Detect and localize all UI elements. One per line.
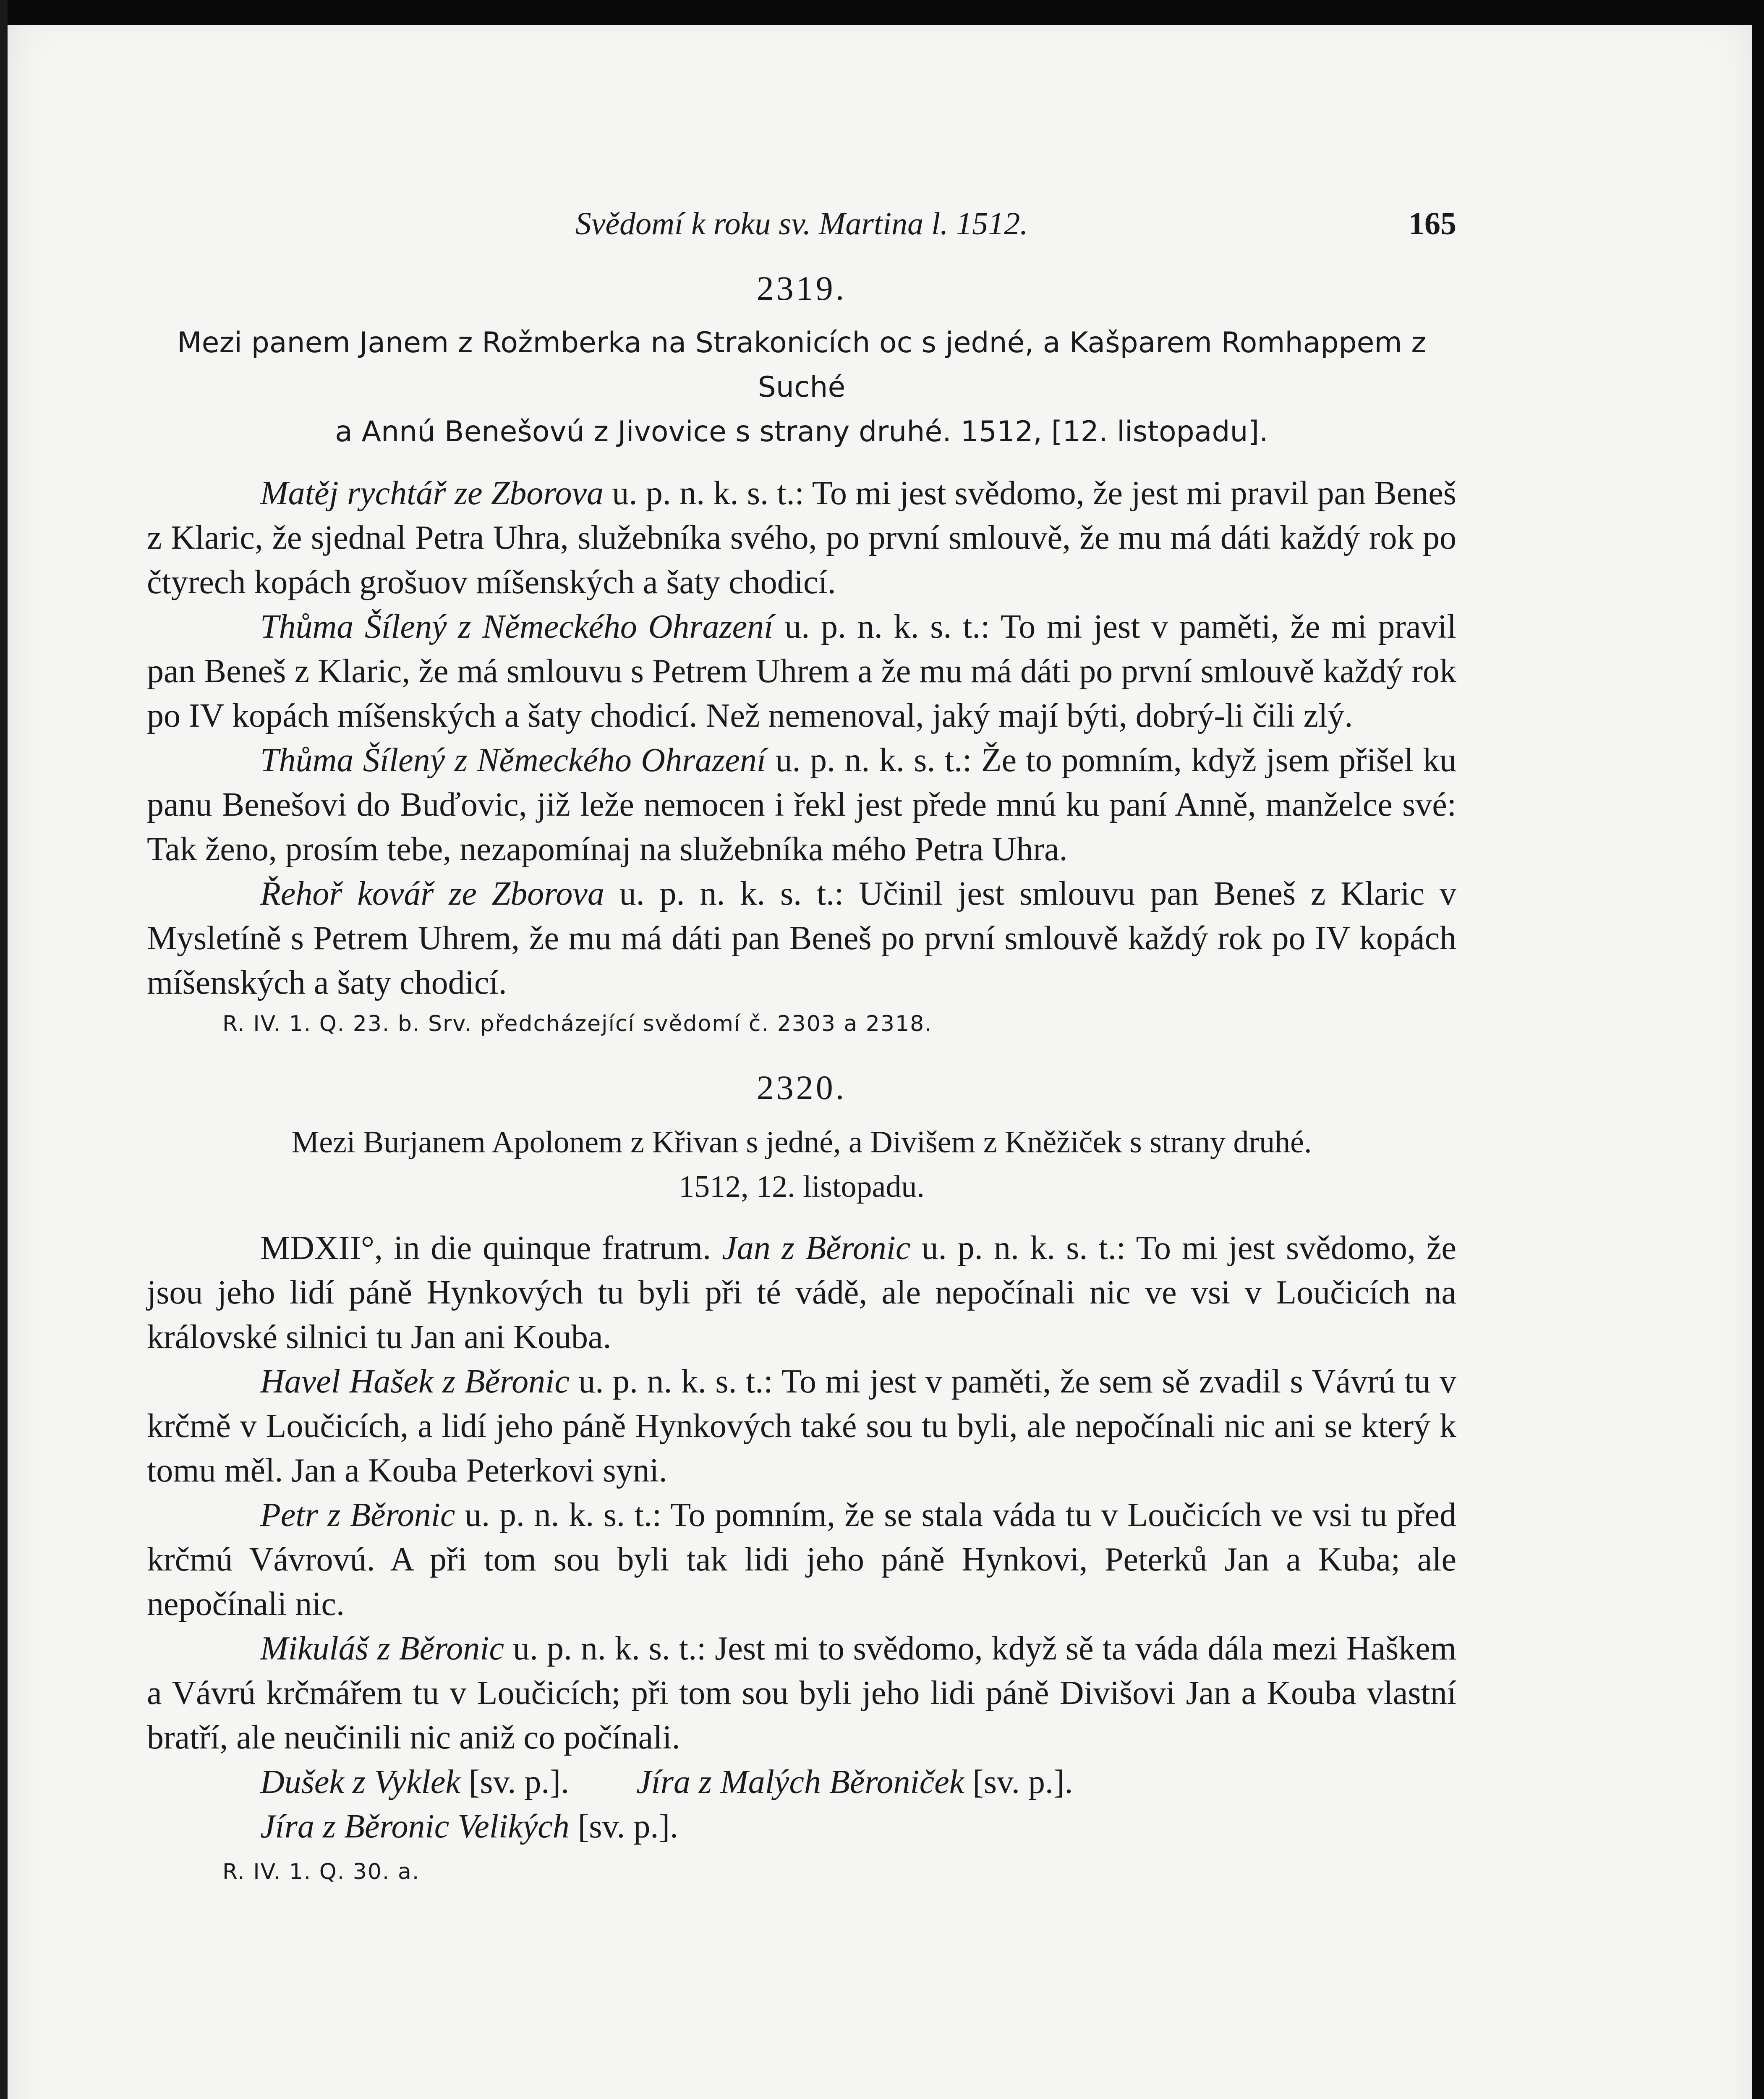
scan-border-right xyxy=(1752,0,1764,2099)
entry-heading xyxy=(147,1120,1456,1209)
testimony-paragraph xyxy=(147,471,1456,605)
witness-signatures-line xyxy=(147,1804,1456,1849)
testimony-text: u. p. n. k. s. t.: Že to pomním, když jsem přišel ku panu Benešovi do Buďovic, již leže nemocen i řekl jest přede mnú ku paní Anně, manželce své: Tak ženo, prosím tebe, nezapomínaj na služebníka mého Petra Uhra. xyxy=(147,742,1457,868)
scan-border-left xyxy=(0,0,8,2099)
testimony-text: u. p. n. k. s. t.: To mi jest svědomo, že jsou jeho lidí páně Hynkových tu byli při té vádě, ale nepočínali nic ve vsi v Loučicích na královské silnici tu Jan ani Kouba. xyxy=(147,1230,1456,1356)
testimony-text: u. p. n. k. s. t.: Učinil jest smlouvu pan Beneš z Klaric v Mysletíně s Petrem Uhrem, že mu má dáti pan Beneš po první smlouvě každý rok po IV kopách míšenských a šaty chodicí. xyxy=(147,875,1456,1001)
witness-signatures-line xyxy=(147,1760,1456,1804)
entry-heading-line: a Annú Benešovú z Jivovice s strany druhé. 1512, [12. listopadu]. xyxy=(335,415,1268,448)
testimony-text: u. p. n. k. s. t.: To mi jest v paměti, že sem sě zvadil s Vávrú tu v krčmě v Loučicích, a lidí jeho páně Hynkových také sou tu byli, ale nepočínali nic ani se který k tomu měl. Jan a Kouba Peterkovi syni. xyxy=(147,1363,1457,1489)
witness-name: Řehoř kovář ze Zborova xyxy=(260,875,604,912)
signature-mark: [sv. p.]. xyxy=(569,1808,678,1845)
date-prefix: MDXII°, in die quinque fratrum. xyxy=(260,1230,722,1267)
running-head xyxy=(147,197,1456,243)
witness-name: Thůma Šílený z Německého Ohrazení xyxy=(260,742,766,779)
page-number: 165 xyxy=(1409,206,1456,241)
archive-reference: R. IV. 1. Q. 30. a. xyxy=(222,1859,420,1884)
entry-heading-line: Mezi panem Janem z Rožmberka na Strakonicích oc s jedné, a Kašparem Romhappem z Suché xyxy=(177,326,1427,404)
witness-name: Havel Hašek z Běronic xyxy=(260,1363,570,1400)
witness-name: Petr z Běronic xyxy=(260,1497,455,1534)
testimony-paragraph xyxy=(147,1226,1456,1359)
archive-reference: R. IV. 1. Q. 23. b. Srv. předcházející svědomí č. 2303 a 2318. xyxy=(222,1011,933,1036)
witness-name: Jíra z Malých Běroniček xyxy=(636,1764,964,1801)
testimony-text: u. p. n. k. s. t.: Jest mi to svědomo, když sě ta váda dála mezi Haškem a Vávrú krčmářem tu v Loučicích; při tom sou byli jeho lidi páně Divišovi Jan a Kouba vlastní bratří, ale neučinili nic aniž co počínali. xyxy=(147,1630,1457,1756)
witness-name: Dušek z Vyklek xyxy=(260,1764,460,1801)
witness-name: Thůma Šílený z Německého Ohrazení xyxy=(260,608,774,645)
page-content xyxy=(147,197,1456,1908)
entry-heading-line: 1512, 12. listopadu. xyxy=(679,1170,925,1204)
running-title: Svědomí k roku sv. Martina l. 1512. xyxy=(575,206,1028,241)
entry-2320 xyxy=(147,1068,1456,1891)
entry-heading-line: Mezi Burjanem Apolonem z Křivan s jedné, a Divišem z Kněžiček s strany druhé. xyxy=(291,1125,1312,1159)
entry-number: 2320. xyxy=(756,1068,847,1107)
entry-heading xyxy=(147,321,1456,454)
testimony-text: u. p. n. k. s. t.: To mi jest v paměti, že mi pravil pan Beneš z Klaric, že má smlouvu s Petrem Uhrem a že mu má dáti po první smlouvě každý rok po IV kopách míšenských a šaty chodicí. Než nemenoval, jaký mají býti, dobrý-li čili zlý. xyxy=(147,608,1457,734)
testimony-paragraph xyxy=(147,738,1456,872)
entry-number: 2319. xyxy=(756,269,847,307)
testimony-text: u. p. n. k. s. t.: To pomním, že se stala váda tu v Loučicích ve vsi tu před krčmú Vávrovú. A při tom sou byli tak lidi jeho páně Hynkovi, Peterků Jan a Kuba; ale nepočínali nic. xyxy=(147,1497,1457,1623)
entry-2319 xyxy=(147,269,1456,1043)
signature-mark: [sv. p.]. xyxy=(460,1764,570,1801)
witness-name: Matěj rychtář ze Zborova xyxy=(260,475,604,512)
testimony-paragraph xyxy=(147,1626,1456,1760)
witness-name: Mikuláš z Běronic xyxy=(260,1630,504,1667)
witness-name: Jíra z Běronic Velikých xyxy=(260,1808,570,1845)
witness-name: Jan z Běronic xyxy=(722,1230,911,1267)
testimony-paragraph xyxy=(147,1359,1456,1493)
testimony-text: u. p. n. k. s. t.: To mi jest svědomo, že jest mi pravil pan Beneš z Klaric, že sjednal Petra Uhra, služebníka svého, po první smlouvě, že mu má dáti každý rok po čtyrech kopách grošuov míšenských a šaty chodicí. xyxy=(147,475,1456,601)
testimony-paragraph xyxy=(147,605,1456,738)
signature-mark: [sv. p.]. xyxy=(964,1764,1073,1801)
testimony-paragraph xyxy=(147,1493,1456,1626)
testimony-paragraph xyxy=(147,872,1456,1005)
scan-border-top xyxy=(0,0,1764,25)
